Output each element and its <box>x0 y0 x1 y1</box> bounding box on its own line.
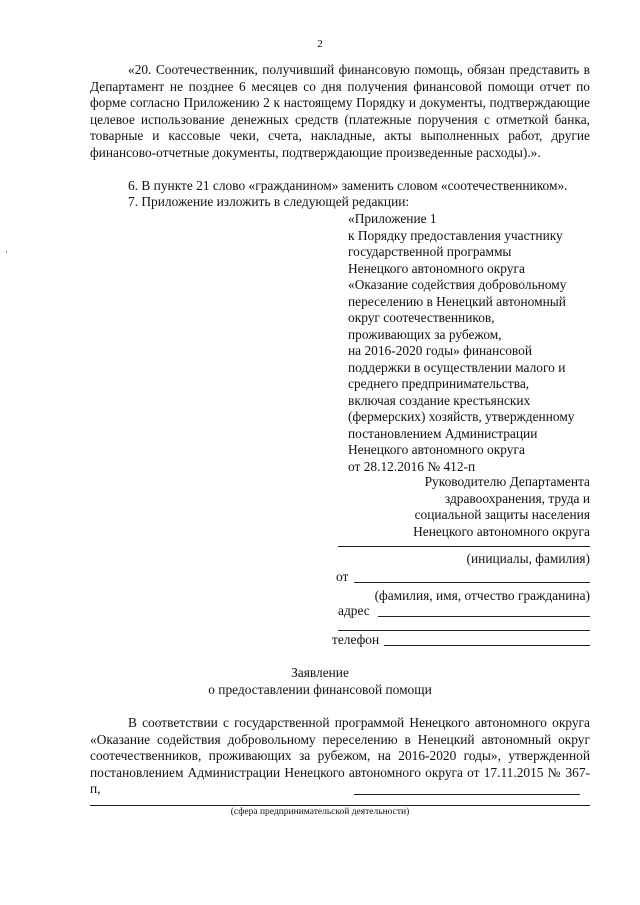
item-6: 6. В пункте 21 слово «гражданином» заменить словом «соотечественником». <box>128 178 568 193</box>
scan-mark <box>6 250 7 253</box>
annex-line: «Приложение 1 <box>348 211 437 226</box>
annex-line: от 28.12.2016 № 412-п <box>348 458 476 474</box>
annex-line: поддержки в осуществлении малого и <box>348 359 566 375</box>
annex-line: (фермерских) хозяйств, утвержденному <box>348 409 575 424</box>
addressee-line: Ненецкого автономного округа <box>413 523 590 539</box>
fio-caption: (фамилия, имя, отчество гражданина) <box>374 588 590 603</box>
page-number: 2 <box>317 38 323 50</box>
initials-caption: (инициалы, фамилия) <box>466 551 590 566</box>
phone-line <box>384 645 590 646</box>
addressee-line: Руководителю Департамента <box>424 474 590 489</box>
address-line-2 <box>338 630 590 631</box>
initials-line <box>338 546 590 547</box>
statement-subtitle: о предоставлении финансовой помощи <box>208 682 432 697</box>
statement-title: Заявление <box>291 665 349 680</box>
from-line <box>354 582 590 583</box>
annex-line: переселению в Ненецкий автономный <box>348 293 566 309</box>
addressee-block <box>330 474 590 540</box>
paragraph-20: «20. Соотечественник, получивший финансовую помощь, обязан представить в Департамент не позднее 6 месяцев со дня получения финансовой помощи отчет по форме согласно Приложению 2 к настоящему Порядку и документы, подтверждающие целевое использование денежных средств (платежные поручения с отметкой банка, товарные и кассовые чеки, счета, накладные, акты выполненных работ, другие финансово-отчетные документы, подтверждающие произведенные расходы).». <box>90 62 590 160</box>
address-label: адрес <box>338 603 370 618</box>
sphere-caption: (сфера предпринимательской деятельности) <box>230 807 410 817</box>
annex-line: Ненецкого автономного округа <box>348 442 525 457</box>
address-line <box>378 616 590 617</box>
item-7: 7. Приложение изложить в следующей редакции: <box>128 194 410 209</box>
from-label: от <box>336 569 349 584</box>
addressee-line: здравоохранения, труда и <box>444 490 590 506</box>
annex-line: государственной программы <box>348 244 512 259</box>
annex-line: среднего предпринимательства, <box>348 376 530 391</box>
phone-label: телефон <box>332 632 380 647</box>
annex-line: к Порядку предоставления участнику <box>348 227 563 243</box>
annex-line: «Оказание содействия добровольному <box>348 277 567 292</box>
addressee-line: социальной защиты населения <box>414 507 590 522</box>
annex-line: проживающих за рубежом, <box>348 326 502 342</box>
sphere-inline-line <box>354 794 580 795</box>
annex-line: включая создание крестьянских <box>348 392 531 408</box>
annex-line: округ соотечественников, <box>348 310 495 325</box>
sphere-line <box>90 805 590 806</box>
annex-line: на 2016-2020 годы» финансовой <box>348 343 532 358</box>
annex-line: постановлением Администрации <box>348 425 538 441</box>
annex-line: Ненецкого автономного округа <box>348 260 525 276</box>
annex-header <box>348 211 598 475</box>
statement-body: В соответствии с государственной программой Ненецкого автономного округа «Оказание содействия добровольному переселению в Ненецкий автономный округ соотечественников, проживающих за рубежом, на 2016-2020 годы», утвержденной постановлением Администрации Ненецкого автономного округа от 17.11.2015 № 367-п, <box>90 715 590 796</box>
